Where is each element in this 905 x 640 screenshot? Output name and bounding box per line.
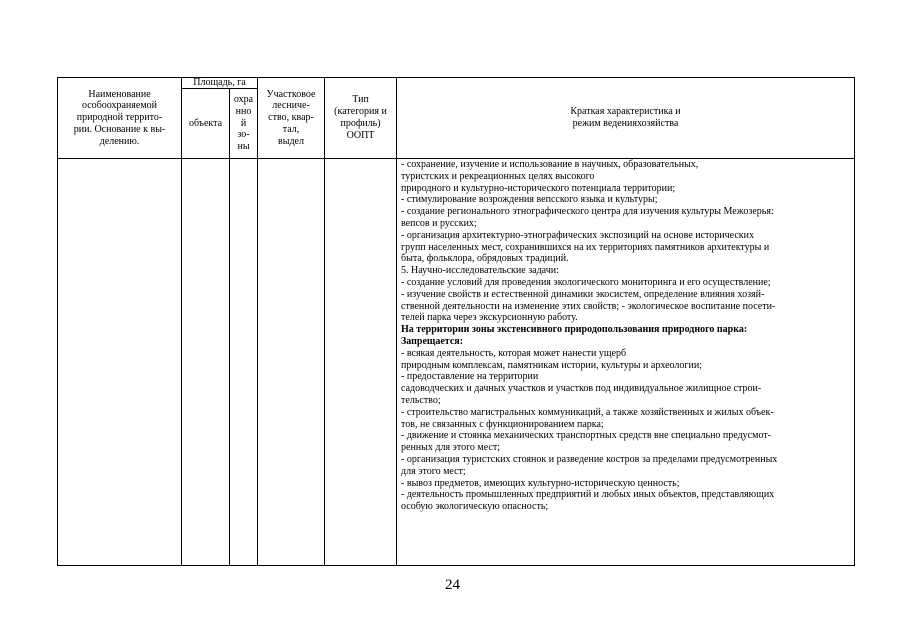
header-type-line: (категория и bbox=[334, 106, 387, 118]
header-type-line: Тип bbox=[352, 94, 369, 106]
description-line: 5. Научно-исследовательские задачи: bbox=[401, 265, 559, 277]
description-line: ственной деятельности на изменение этих свойств; - экологическое воспитание посети- bbox=[401, 300, 776, 312]
header-area-group: Площадь, га bbox=[182, 78, 258, 89]
cell-forestry bbox=[258, 159, 325, 566]
header-name-line: особоохраняемой bbox=[81, 100, 158, 112]
cell-name bbox=[58, 159, 182, 566]
header-forestry-line: выдел bbox=[278, 135, 304, 147]
header-type-lines bbox=[325, 94, 396, 141]
header-type-line: профиль) bbox=[340, 118, 381, 129]
description-line: - сохранение, изучение и использование в научных, образовательных, bbox=[401, 159, 699, 170]
header-forestry bbox=[258, 78, 325, 159]
header-description-lines bbox=[397, 106, 854, 130]
header-area-buffer-line: зо- bbox=[237, 129, 250, 141]
description-line: - предоставление на территории bbox=[401, 371, 539, 383]
header-area-buffer bbox=[230, 89, 258, 159]
header-forestry-lines bbox=[258, 89, 324, 148]
header-name-lines bbox=[58, 89, 181, 148]
description-line: - всякая деятельность, которая может нанести ущерб bbox=[401, 347, 627, 359]
header-area-buffer-line: ны bbox=[237, 141, 250, 153]
description-line: тельство; bbox=[401, 394, 441, 406]
header-forestry-line: Участковое bbox=[266, 88, 316, 100]
header-area-buffer-line: й bbox=[240, 117, 247, 129]
description-line: особую экологическую опасность; bbox=[401, 501, 549, 513]
header-type-line: ООПТ bbox=[346, 129, 375, 141]
page-number: 24 bbox=[445, 577, 460, 593]
header-area-buffer-line: нно bbox=[235, 105, 252, 117]
description-line: вепсов и русских; bbox=[401, 217, 477, 229]
description-line: На территории зоны экстенсивного природопользования природного парка: bbox=[401, 324, 748, 336]
description-line: садоводческих и дачных участков и участков под индивидуальное жилищное строи- bbox=[401, 383, 762, 395]
description-line: групп населенных мест, сохранившихся на их территориях памятников архитектуры и bbox=[401, 241, 770, 253]
description-line: - создание регионального этнографического центра для изучения культуры Межозерья: bbox=[401, 206, 774, 218]
description-line: тов, не связанных с функционированием парка; bbox=[401, 418, 604, 430]
description-line: - движение и стоянка механических транспортных средств вне специально предусмот- bbox=[401, 430, 772, 442]
cell-area-buffer bbox=[230, 159, 258, 566]
header-name-line: Наименование bbox=[88, 88, 151, 100]
description-line: - изучение свойств и естественной динамики экосистем, определение влияния хозяй- bbox=[401, 288, 765, 300]
description-line: - деятельность промышленных предприятий и любых иных объектов, представляющих bbox=[401, 489, 775, 501]
header-type bbox=[325, 78, 397, 159]
header-description-line: режим веденияхозяйства bbox=[572, 118, 679, 129]
description-line: быта, фольклора, обрядовых традиций. bbox=[401, 253, 569, 265]
description-line: - стимулирование возрождения вепсского языка и культуры; bbox=[401, 194, 658, 206]
header-area-buffer-line: охра bbox=[233, 94, 254, 105]
description-line: - организация туристских стоянок и разведение костров за пределами предусмотренных bbox=[401, 453, 778, 465]
description-line: для этого мест; bbox=[401, 465, 466, 477]
description-line: природным комплексам, памятникам истории, культуры и археологии; bbox=[401, 359, 702, 371]
header-forestry-line: лесниче- bbox=[272, 100, 310, 112]
header-name-line: рии. Основание к вы- bbox=[73, 123, 166, 135]
description-text bbox=[397, 159, 854, 513]
description-line: Запрещается: bbox=[401, 335, 464, 347]
header-area-buffer-lines bbox=[230, 94, 257, 153]
header-forestry-line: ство, квар- bbox=[268, 112, 314, 124]
oopt-table bbox=[57, 77, 855, 566]
header-forestry-line: тал, bbox=[282, 123, 300, 135]
cell-type bbox=[325, 159, 397, 566]
header-name-line: природной террито- bbox=[76, 112, 163, 124]
cell-area-object bbox=[182, 159, 230, 566]
description-line: - вывоз предметов, имеющих культурно-историческую ценность; bbox=[401, 477, 680, 489]
header-description bbox=[397, 78, 855, 159]
header-description-line: Краткая характеристика и bbox=[570, 106, 681, 118]
description-line: телей парка через экскурсионную работу. bbox=[401, 312, 578, 324]
header-name-line: делению. bbox=[99, 135, 140, 147]
description-line: природного и культурно-исторического потенциала территории; bbox=[401, 182, 676, 194]
description-line: ренных для этого мест; bbox=[401, 442, 501, 454]
cell-description bbox=[397, 159, 855, 566]
description-line: - строительство магистральных коммуникаций, а также хозяйственных и жилых объек- bbox=[401, 406, 774, 418]
description-line: - организация архитектурно-этнографических экспозиций на основе исторических bbox=[401, 229, 754, 241]
header-area-object: объекта bbox=[182, 89, 230, 159]
description-line: туристских и рекреационных целях высокого bbox=[401, 170, 595, 182]
description-line: - создание условий для проведения экологического мониторинга и его осуществление; bbox=[401, 276, 771, 288]
header-name bbox=[58, 78, 182, 159]
